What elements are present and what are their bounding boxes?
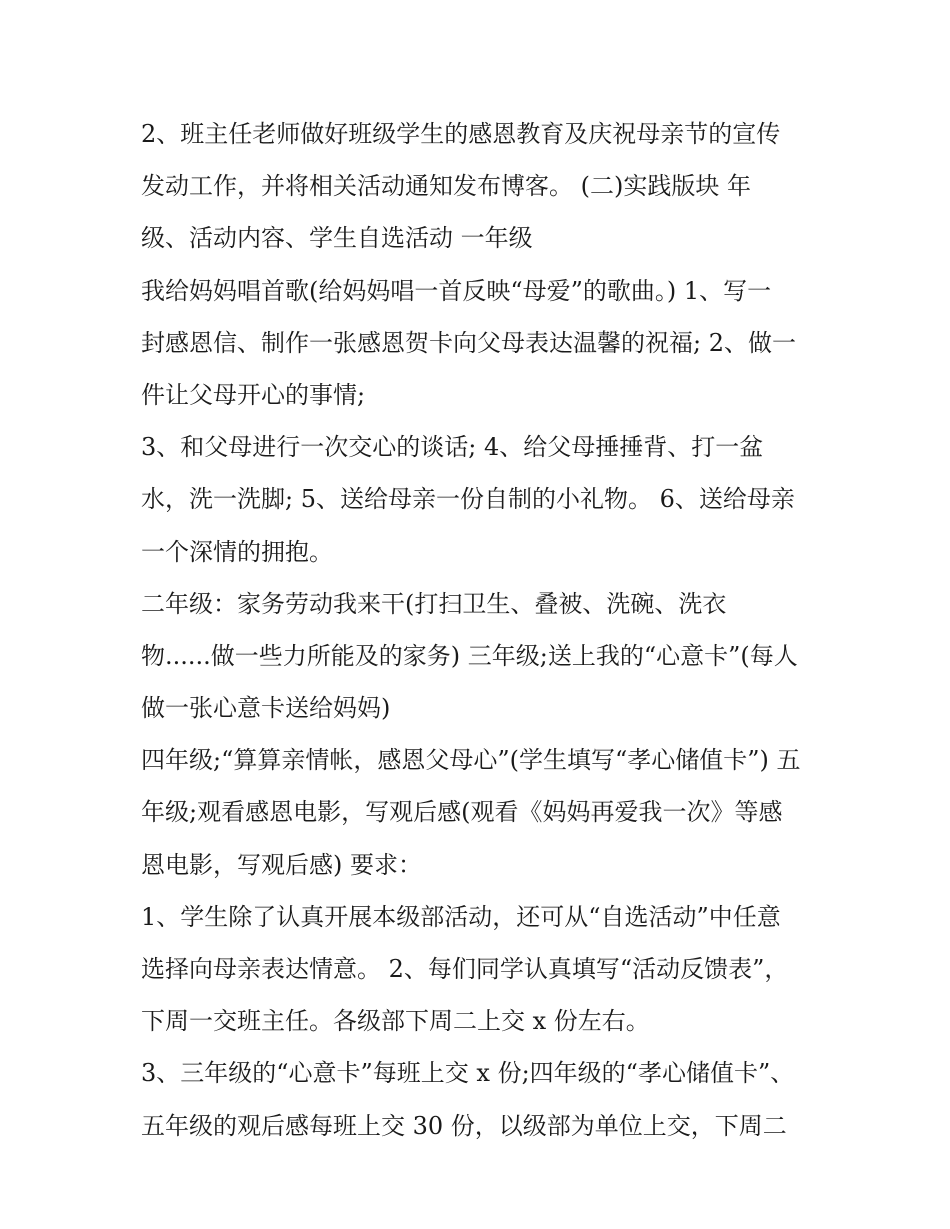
text-line-16: 1、学生除了认真开展本级部活动，还可从“自选活动”中任意 <box>141 902 781 931</box>
text-line-10: 二年级：家务劳动我来干(打扫卫生、叠被、洗碗、洗衣 <box>141 589 727 618</box>
text-line-3: 级、活动内容、学生自选活动 一年级 <box>141 224 533 253</box>
text-line-15: 恩电影，写观后感) 要求： <box>141 850 422 879</box>
text-line-17: 选择向母亲表达情意。 2、每们同学认真填写“活动反馈表”， <box>141 955 789 983</box>
text-line-4: 我给妈妈唱首歌(给妈妈唱一首反映“母爱”的歌曲。) 1、写一 <box>141 276 772 305</box>
text-line-5: 封感恩信、制作一张感恩贺卡向父母表达温馨的祝福; 2、做一 <box>141 328 796 357</box>
text-line-12: 做一张心意卡送给妈妈) <box>141 694 391 723</box>
text-line-9: 一个深情的拥抱。 <box>141 537 333 566</box>
text-line-19: 3、三年级的“心意卡”每班上交 x 份;四年级的“孝心储值卡”、 <box>141 1059 795 1088</box>
text-line-2: 发动工作，并将相关活动通知发布博客。 (二)实践版块 年 <box>141 172 751 201</box>
text-line-14: 年级;观看感恩电影，写观后感(观看《妈妈再爱我一次》等感 <box>141 798 783 827</box>
text-line-20: 五年级的观后感每班上交 30 份，以级部为单位上交，下周二 <box>141 1111 787 1140</box>
text-line-11: 物......做一些力所能及的家务) 三年级;送上我的“心意卡”(每人 <box>141 641 798 670</box>
text-line-13: 四年级;“算算亲情帐，感恩父母心”(学生填写“孝心储值卡”) 五 <box>141 746 801 775</box>
text-line-7: 3、和父母进行一次交心的谈话; 4、给父母捶捶背、打一盆 <box>141 433 764 462</box>
text-line-18: 下周一交班主任。各级部下周二上交 x 份左右。 <box>141 1007 650 1036</box>
text-line-6: 件让父母开心的事情; <box>141 380 366 409</box>
text-line-8: 水，洗一洗脚; 5、送给母亲一份自制的小礼物。 6、送给母亲 <box>141 485 795 514</box>
document-body <box>141 108 821 1152</box>
text-line-1: 2、班主任老师做好班级学生的感恩教育及庆祝母亲节的宣传 <box>141 120 781 148</box>
